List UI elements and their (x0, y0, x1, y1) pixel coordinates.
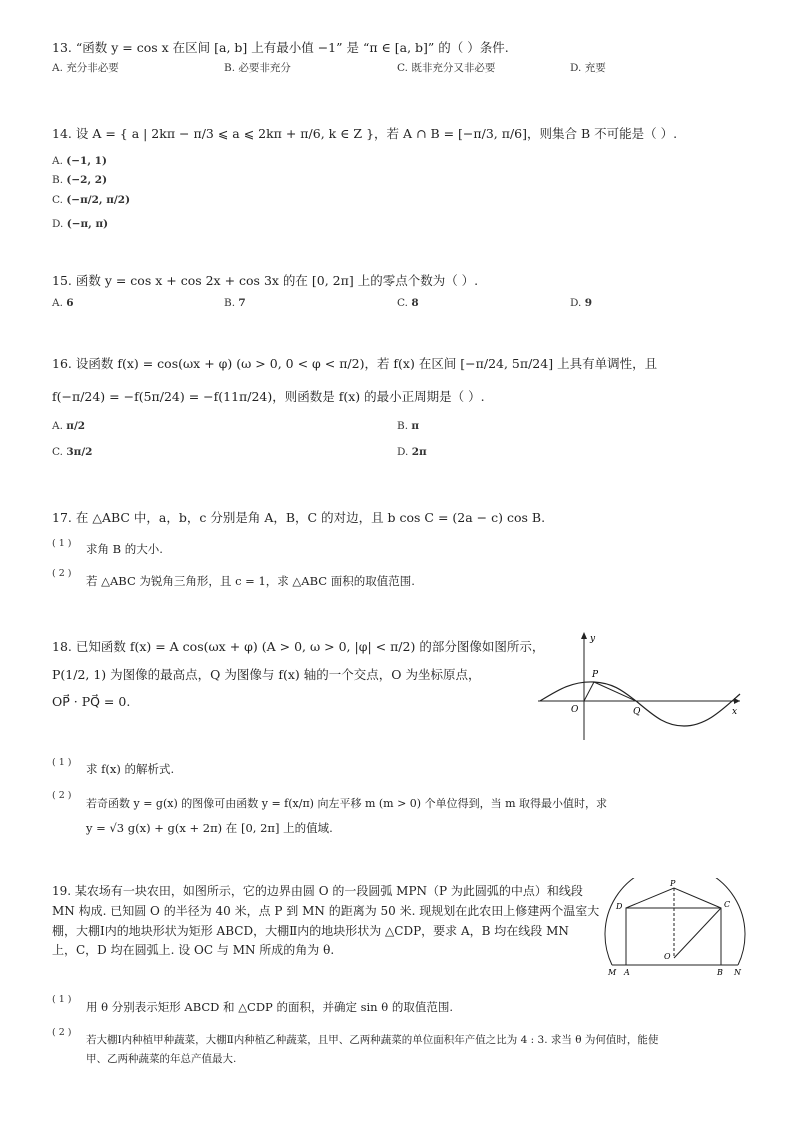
q15-stem: 15. 函数 y = cos x + cos 2x + cos 3x 的在 [0, 2π] 上的零点个数为（ ）. (52, 273, 479, 288)
q15-option-c[interactable] (397, 297, 419, 309)
label-o: O (571, 705, 579, 715)
option-text: π (411, 420, 420, 432)
q19-part-2-text-line-2: 甲、乙两种蔬菜的年总产值最大. (86, 1053, 237, 1065)
label-o: O (664, 952, 671, 961)
q16-option-b[interactable] (397, 420, 419, 432)
q15-option-d[interactable] (570, 297, 592, 309)
option-text: 8 (411, 297, 419, 309)
q19-farmland-figure (602, 878, 752, 978)
option-text: 9 (584, 297, 593, 309)
segment-pq (594, 682, 636, 701)
option-text: 2π (411, 446, 427, 458)
q14-option-b[interactable] (52, 174, 107, 186)
q18-function-graph (538, 630, 744, 742)
q19-stem-line-4: 上，C，D 均在圆弧上. 设 OC 与 MN 所成的角为 θ. (52, 943, 335, 957)
q18-part-1-text: 求 f(x) 的解析式. (86, 762, 175, 776)
option-letter: B. (397, 420, 409, 432)
q15-option-a[interactable] (52, 297, 74, 309)
option-letter: A. (52, 62, 63, 74)
option-text: 既非充分又非必要 (411, 62, 496, 74)
q18-stem-line-1: 18. 已知函数 f(x) = A cos(ωx + φ) (A > 0, ω > 0, |φ| < π/2) 的部分图像如图所示， (52, 639, 545, 654)
option-letter: C. (397, 62, 408, 74)
option-text: (−π/2, π/2) (66, 194, 131, 206)
option-letter: C. (397, 297, 408, 309)
option-text: 必要非充分 (238, 62, 291, 74)
option-text: 6 (66, 297, 74, 309)
option-letter: D. (52, 218, 64, 230)
option-letter: B. (52, 174, 64, 186)
label-d: D (616, 902, 623, 911)
y-axis-arrow-icon (581, 632, 587, 639)
q19-part-1-number: ( 1 ) (52, 994, 72, 1005)
q16-option-c[interactable] (52, 446, 92, 458)
q19-part-2-text: 若大棚Ⅰ内种植甲种蔬菜，大棚Ⅱ内种植乙种蔬菜，且甲、乙两种蔬菜的单位面积年产值之比为 4 : 3. 求当 θ 为何值时，能使 (86, 1034, 659, 1046)
q14-option-a[interactable] (52, 155, 107, 167)
q18-stem-line-2: P(1/2, 1) 为图像的最高点，Q 为图像与 f(x) 轴的一个交点，O 为坐标原点， (52, 667, 481, 682)
option-text: (−2, 2) (66, 174, 108, 186)
q15-option-b[interactable] (224, 297, 246, 309)
option-letter: D. (397, 446, 409, 458)
q19-stem-line-3: 棚，大棚Ⅰ内的地块形状为矩形 ABCD，大棚Ⅱ内的地块形状为 △CDP，要求 A，B 均在线段 MN (52, 924, 569, 938)
q14-option-c[interactable] (52, 194, 130, 206)
q18-part-2-text: 若奇函数 y = g(x) 的图像可由函数 y = f(x/π) 向左平移 m (m > 0) 个单位得到，当 m 取得最小值时，求 (86, 797, 608, 810)
q18-stem-line-3: OP⃗ · PQ⃗ = 0. (52, 694, 131, 709)
q18-part-2-text-line-2: y = √3 g(x) + g(x + 2π) 在 [0, 2π] 上的值域. (86, 821, 333, 835)
q13-option-d[interactable] (570, 60, 606, 75)
q19-stem-line-1: 19. 某农场有一块农田，如图所示，它的边界由圆 O 的一段圆弧 MPN（P 为此圆弧的中点）和线段 (52, 884, 583, 898)
option-text: (−1, 1) (66, 155, 107, 167)
option-text: 充要 (584, 62, 606, 74)
option-letter: A. (52, 420, 63, 432)
q17-part-1-text: 求角 B 的大小. (86, 542, 163, 556)
q19-stem-line-2: MN 构成. 已知圆 O 的半径为 40 米，点 P 到 MN 的距离为 50 米. 现规划在此农田上修建两个温室大 (52, 904, 600, 918)
option-text: 充分非必要 (66, 62, 119, 74)
cosine-curve (540, 682, 740, 726)
q13-stem: 13. “函数 y = cos x 在区间 [a, b] 上有最小值 −1” 是 “π ∈ [a, b]” 的（ ）条件. (52, 40, 509, 55)
q13-option-c[interactable] (397, 60, 495, 75)
q17-part-2-number: ( 2 ) (52, 568, 72, 579)
option-text: 3π/2 (66, 446, 93, 458)
label-y: y (590, 634, 596, 644)
option-letter: A. (52, 155, 63, 167)
q17-part-2-text: 若 △ABC 为锐角三角形，且 c = 1，求 △ABC 面积的取值范围. (86, 574, 415, 588)
q16-stem-line-2: f(−π/24) = −f(5π/24) = −f(11π/24)，则函数是 f(x) 的最小正周期是（ ）. (52, 389, 485, 404)
q16-option-d[interactable] (397, 446, 427, 458)
label-b: B (717, 968, 723, 977)
option-letter: D. (570, 297, 582, 309)
q17-part-1-number: ( 1 ) (52, 538, 72, 549)
option-letter: C. (52, 194, 63, 206)
option-letter: B. (224, 62, 236, 74)
label-p: P (592, 670, 599, 680)
label-n: N (734, 968, 741, 977)
q18-part-2-number: ( 2 ) (52, 790, 72, 801)
label-a: A (624, 968, 630, 977)
segment-op (584, 682, 594, 701)
q18-part-1-number: ( 1 ) (52, 757, 72, 768)
option-letter: B. (224, 297, 236, 309)
label-p: P (670, 879, 676, 888)
q16-option-a[interactable] (52, 420, 85, 432)
label-x: x (732, 707, 738, 717)
segment-oc (674, 908, 721, 958)
label-q: Q (633, 707, 641, 717)
option-letter: C. (52, 446, 63, 458)
option-letter: A. (52, 297, 63, 309)
rectangle-abcd (626, 908, 721, 965)
option-text: 7 (238, 297, 246, 309)
option-letter: D. (570, 62, 582, 74)
q13-option-b[interactable] (224, 60, 291, 75)
q17-stem: 17. 在 △ABC 中，a，b，c 分别是角 A，B，C 的对边，且 b cos C = (2a − c) cos B. (52, 510, 546, 525)
q14-stem: 14. 设 A = { a | 2kπ − π/3 ⩽ a ⩽ 2kπ + π/6, k ∈ Z }，若 A ∩ B = [−π/3, π/6]，则集合 B 不可能是（ ）. (52, 126, 678, 141)
label-c: C (724, 900, 731, 909)
q14-option-d[interactable] (52, 218, 108, 230)
q19-part-1-text: 用 θ 分别表示矩形 ABCD 和 △CDP 的面积，并确定 sin θ 的取值范围. (86, 1000, 453, 1014)
option-text: π/2 (66, 420, 86, 432)
option-text: (−π, π) (66, 218, 109, 230)
q13-option-a[interactable] (52, 60, 119, 75)
q19-part-2-number: ( 2 ) (52, 1027, 72, 1038)
label-m: M (608, 968, 617, 977)
q16-stem-line-1: 16. 设函数 f(x) = cos(ωx + φ) (ω > 0, 0 < φ < π/2)，若 f(x) 在区间 [−π/24, 5π/24] 上具有单调性，且 (52, 356, 658, 371)
